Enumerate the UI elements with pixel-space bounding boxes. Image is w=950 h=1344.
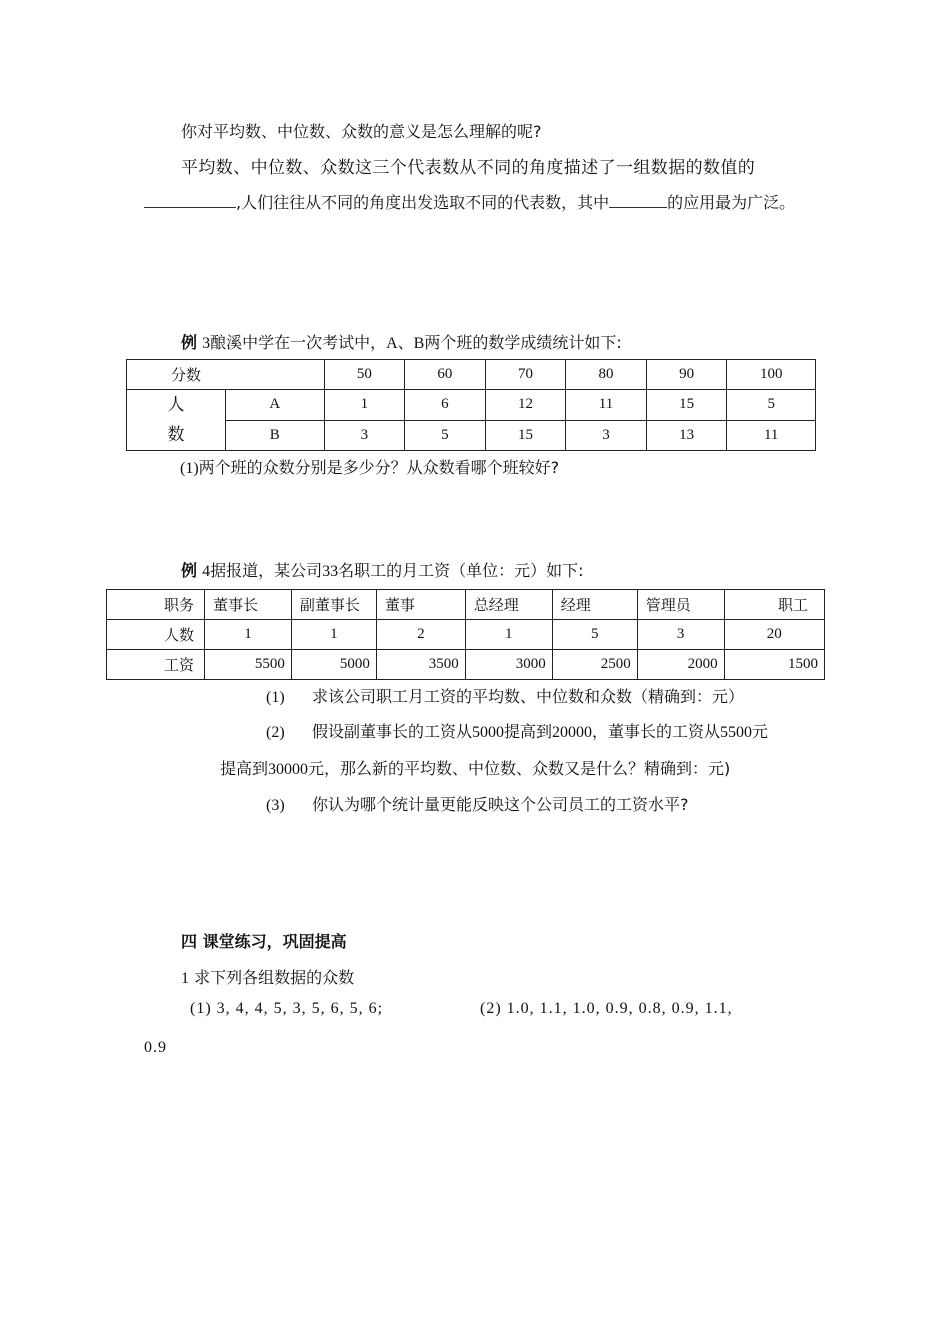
answer-blank-1[interactable] xyxy=(144,193,236,208)
people-label-2: 数 xyxy=(167,425,185,445)
count-cell: 15 xyxy=(646,390,727,421)
example4-q2-cont xyxy=(220,756,730,779)
count-cell: 1 xyxy=(324,390,405,421)
wage-cell: 5000 xyxy=(291,650,376,680)
wage-cell: 1500 xyxy=(724,650,824,680)
example3-text-b: 两个班的数学成绩统计如下: xyxy=(424,333,622,352)
example3-number: 3 xyxy=(202,335,211,352)
people-label xyxy=(127,390,226,451)
count-cell: 3 xyxy=(637,620,724,650)
data-set-2-cont: 0.9 xyxy=(144,1039,167,1056)
example4-number: 4 xyxy=(202,563,211,580)
example3-q1-num: (1) xyxy=(180,460,199,477)
wage-cell: 2000 xyxy=(637,650,724,680)
example4-q2-v3: 5500 xyxy=(720,724,753,741)
table-row xyxy=(127,360,816,390)
example4-q2-v4: 30000 xyxy=(268,761,309,778)
count-cell: 5 xyxy=(552,620,637,650)
example4-q1-num: (1) xyxy=(266,689,285,706)
table-row xyxy=(127,420,816,451)
score-table xyxy=(126,359,816,451)
wage-cell: 2500 xyxy=(552,650,637,680)
count-cell: 5 xyxy=(727,390,816,421)
example4-count: 33 xyxy=(322,563,339,580)
intro-line2-part1: ,人们往往从不同的角度出发选取不同的代表数，其中 xyxy=(236,193,610,212)
score-cell: 80 xyxy=(566,360,647,390)
people-label-1: 人 xyxy=(167,395,185,415)
example3-classes: A、B xyxy=(386,335,425,352)
score-cell: 50 xyxy=(324,360,405,390)
table-row xyxy=(127,390,816,421)
table-row xyxy=(107,620,825,650)
intro-question: 你对平均数、中位数、众数的意义是怎么理解的呢? xyxy=(181,122,542,141)
salary-header: 副董事长 xyxy=(291,590,376,620)
example4-q2-a: 假设副董事长的工资从 xyxy=(312,722,473,741)
section4-title: 四 课堂练习，巩固提高 xyxy=(181,932,347,951)
example4-q2-f: 元，那么新的平均数、中位数、众数又是什么？精确到：元) xyxy=(308,759,731,778)
count-label: 人数 xyxy=(107,620,205,650)
wage-label: 工资 xyxy=(107,650,205,680)
example4-label: 例 xyxy=(181,561,198,580)
score-cell: 70 xyxy=(485,360,566,390)
example4-q2-e: 提高到 xyxy=(220,759,269,778)
salary-header: 职工 xyxy=(724,590,824,620)
example4-text-a: 据报道，某公司 xyxy=(210,561,323,580)
example4-q3-text: 你认为哪个统计量更能反映这个公司员工的工资水平? xyxy=(312,795,689,814)
example4-q2-v2: 20000 xyxy=(552,724,593,741)
example4-q2-v1: 5000 xyxy=(472,724,505,741)
section4-item-text: 求下列各组数据的众数 xyxy=(194,968,355,987)
class-cell: B xyxy=(225,420,324,451)
example3-q1 xyxy=(180,455,559,478)
example3-q1-text: 两个班的众数分别是多少分？从众数看哪个班较好? xyxy=(198,458,560,477)
example3-heading xyxy=(181,330,622,353)
section4-item xyxy=(181,965,354,988)
section4-item-num: 1 xyxy=(181,970,189,987)
wage-cell: 5500 xyxy=(205,650,292,680)
salary-header: 总经理 xyxy=(465,590,552,620)
salary-header: 董事 xyxy=(376,590,465,620)
count-cell: 11 xyxy=(566,390,647,421)
score-cell: 100 xyxy=(727,360,816,390)
salary-header: 职务 xyxy=(107,590,205,620)
count-cell: 3 xyxy=(324,420,405,451)
salary-header: 管理员 xyxy=(637,590,724,620)
count-cell: 6 xyxy=(405,390,486,421)
class-cell: A xyxy=(225,390,324,421)
count-cell: 3 xyxy=(566,420,647,451)
data-set-1: (1) 3, 4, 4, 5, 3, 5, 6, 5, 6; xyxy=(190,1000,384,1017)
count-cell: 15 xyxy=(485,420,566,451)
intro-line1: 平均数、中位数、众数这三个代表数从不同的角度描述了一组数据的数值的 xyxy=(181,158,756,178)
example4-q3-num: (3) xyxy=(266,797,285,814)
intro-line2 xyxy=(144,190,795,213)
example4-heading xyxy=(181,558,584,581)
example4-q1-text: 求该公司职工月工资的平均数、中位数和众数（精确到：元） xyxy=(312,687,745,706)
count-cell: 5 xyxy=(405,420,486,451)
example4-q2 xyxy=(266,719,768,742)
table-row xyxy=(107,650,825,680)
score-cell: 90 xyxy=(646,360,727,390)
table-row xyxy=(107,590,825,620)
example3-label: 例 xyxy=(181,333,198,352)
wage-cell: 3000 xyxy=(465,650,552,680)
count-cell: 1 xyxy=(205,620,292,650)
intro-line2-part2: 的应用最为广泛。 xyxy=(667,193,796,212)
example4-q3 xyxy=(266,792,689,815)
answer-blank-2[interactable] xyxy=(609,193,667,208)
score-header-label: 分数 xyxy=(127,360,325,390)
example3-text-a: 酿溪中学在一次考试中， xyxy=(210,333,387,352)
count-cell: 12 xyxy=(485,390,566,421)
count-cell: 1 xyxy=(291,620,376,650)
example4-q2-num: (2) xyxy=(266,724,285,741)
example4-text-b: 名职工的月工资（单位：元）如下: xyxy=(338,561,584,580)
salary-header: 经理 xyxy=(552,590,637,620)
wage-cell: 3500 xyxy=(376,650,465,680)
data-set-2: (2) 1.0, 1.1, 1.0, 0.9, 0.8, 0.9, 1.1, xyxy=(480,1000,733,1017)
example4-q2-d: 元 xyxy=(752,722,769,741)
salary-header: 董事长 xyxy=(205,590,292,620)
count-cell: 11 xyxy=(727,420,816,451)
count-cell: 1 xyxy=(465,620,552,650)
example4-q2-c: ，董事长的工资从 xyxy=(592,722,721,741)
example4-q2-b: 提高到 xyxy=(504,722,553,741)
score-cell: 60 xyxy=(405,360,486,390)
count-cell: 2 xyxy=(376,620,465,650)
count-cell: 20 xyxy=(724,620,824,650)
salary-table xyxy=(106,589,825,680)
count-cell: 13 xyxy=(646,420,727,451)
example4-q1 xyxy=(266,684,744,707)
